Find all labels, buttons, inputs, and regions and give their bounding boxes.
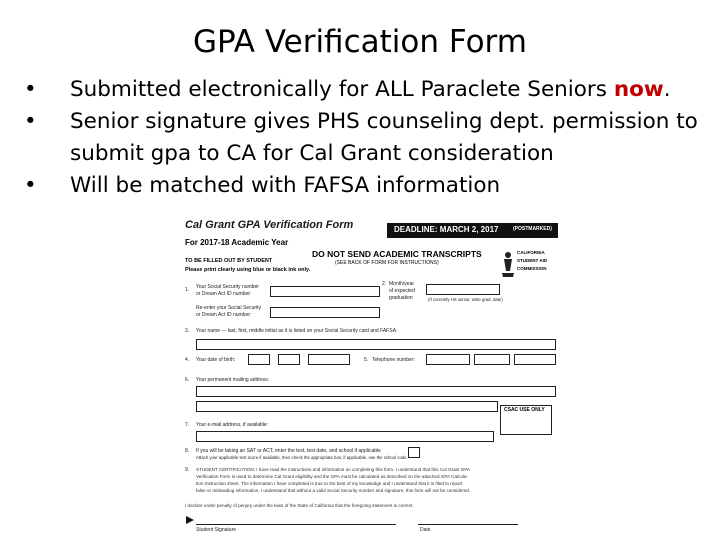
q5-number: 5. bbox=[364, 357, 369, 363]
address-line-1-field[interactable] bbox=[196, 386, 556, 397]
q9-number: 9. bbox=[185, 467, 190, 473]
q2-label-1: Month/year bbox=[389, 281, 415, 287]
area-code-field[interactable] bbox=[426, 354, 470, 365]
q5-label: Telephone number: bbox=[372, 357, 415, 363]
q3-number: 3. bbox=[185, 328, 190, 334]
sign-here-arrow-icon bbox=[186, 516, 194, 524]
signature-label: Student Signature bbox=[196, 527, 237, 533]
ssn-field[interactable] bbox=[270, 286, 380, 297]
bullet-text: Will be matched with FAFSA information bbox=[70, 173, 501, 198]
logo-line-1: CALIFORNIA bbox=[517, 250, 545, 255]
logo-emblem-icon bbox=[500, 249, 516, 279]
graduation-date-field[interactable] bbox=[426, 284, 500, 295]
q2-label-2: of expected bbox=[389, 288, 415, 294]
cert-line-1: STUDENT CERTIFICATION: I have read the instructions and information on completing this form. I understand that this Cal Grant GPA bbox=[196, 467, 471, 472]
q3-label: Your name — last, first, middle initial as it is listed on your Social Security card and FAFSA: bbox=[196, 328, 398, 334]
cert-line-2: Verification Form is used to determine Cal Grant eligibility and the GPA must be calculated as described on the attached GPA Calcula- bbox=[196, 474, 469, 479]
postmarked-text: (POSTMARKED) bbox=[513, 226, 552, 232]
slide-title: GPA Verification Form bbox=[193, 24, 527, 60]
q2-number: 2. bbox=[382, 281, 387, 287]
bullet-list bbox=[24, 74, 704, 202]
signature-line[interactable] bbox=[196, 524, 396, 525]
cert-line-5: I declare under penalty of perjury under the laws of the State of California that the foregoing statement is correct. bbox=[185, 503, 414, 508]
birth-day-field[interactable] bbox=[278, 354, 300, 365]
test-checkbox[interactable] bbox=[408, 447, 420, 458]
email-field[interactable] bbox=[196, 431, 494, 442]
deadline-text: DEADLINE: MARCH 2, 2017 bbox=[394, 225, 499, 234]
bullet-text: Senior signature gives PHS counseling dept. permission to submit gpa to CA for Cal Grant consideration bbox=[70, 109, 698, 166]
name-field[interactable] bbox=[196, 339, 556, 350]
q6-number: 6. bbox=[185, 377, 190, 383]
q1-label-2: or Dream Act ID number: bbox=[196, 291, 252, 297]
birth-month-field[interactable] bbox=[248, 354, 270, 365]
date-line[interactable] bbox=[418, 524, 518, 525]
logo-line-2: STUDENT AID bbox=[517, 258, 548, 263]
bullet-text: Submitted electronically for ALL Paraclete Seniors bbox=[70, 77, 614, 102]
address-line-2-field[interactable] bbox=[196, 401, 498, 412]
ssn-reenter-field[interactable] bbox=[270, 307, 380, 318]
phone-line-field[interactable] bbox=[514, 354, 556, 365]
bullet-suffix: . bbox=[663, 77, 671, 102]
q8-note: Attach your applicable test score if available, then check the appropriate box; if applicable, use the school code. bbox=[196, 455, 408, 460]
csac-use-only-box bbox=[500, 405, 552, 435]
q1-reenter-2: or Dream Act ID number: bbox=[196, 312, 252, 318]
phone-prefix-field[interactable] bbox=[474, 354, 510, 365]
print-clearly-text: Please print clearly using blue or black ink only. bbox=[185, 267, 311, 273]
q8-number: 8. bbox=[185, 448, 190, 454]
fill-out-heading: TO BE FILLED OUT BY STUDENT bbox=[185, 258, 273, 264]
q4-number: 4. bbox=[185, 357, 190, 363]
form-title: Cal Grant GPA Verification Form bbox=[185, 219, 354, 231]
q4-label: Your date of birth: bbox=[196, 357, 236, 363]
date-label: Date bbox=[420, 527, 431, 533]
q7-number: 7. bbox=[185, 422, 190, 428]
bullet-emphasis: now bbox=[613, 77, 664, 102]
bullet-item bbox=[24, 106, 704, 170]
q7-label: Your e-mail address, if available: bbox=[196, 422, 269, 428]
q2-label-3: graduation bbox=[389, 295, 413, 301]
do-not-send-text: DO NOT SEND ACADEMIC TRANSCRIPTS bbox=[312, 249, 482, 259]
csac-logo bbox=[500, 249, 558, 279]
form-image bbox=[182, 218, 560, 540]
cert-line-4: false or misleading information. I understand that without a valid Social Security number and signature, this form will not be considered. bbox=[196, 488, 471, 493]
q2-note: (If currently HS senior, write grad. date) bbox=[428, 297, 503, 302]
csac-use-only-label: CSAC USE ONLY bbox=[504, 407, 545, 413]
see-back-text: (SEE BACK OF FORM FOR INSTRUCTIONS) bbox=[335, 260, 439, 266]
birth-year-field[interactable] bbox=[308, 354, 350, 365]
form-year: For 2017-18 Academic Year bbox=[185, 238, 289, 247]
q1-label-1: Your Social Security number bbox=[196, 284, 259, 290]
q6-label: Your permanent mailing address: bbox=[196, 377, 270, 383]
q1-reenter-1: Re-enter your Social Security bbox=[196, 305, 262, 311]
bullet-item bbox=[24, 170, 704, 202]
q1-number: 1. bbox=[185, 287, 190, 293]
logo-line-3: COMMISSION bbox=[517, 266, 547, 271]
cert-line-3: tion Instruction sheet. The information I have completed is true to the best of my knowledge and I understand that it is filed to report bbox=[196, 481, 463, 486]
q8-label: If you will be taking an SAT or ACT, enter the test, test date, and school if applicable bbox=[196, 448, 381, 454]
deadline-box bbox=[387, 223, 558, 238]
bullet-item bbox=[24, 74, 704, 106]
